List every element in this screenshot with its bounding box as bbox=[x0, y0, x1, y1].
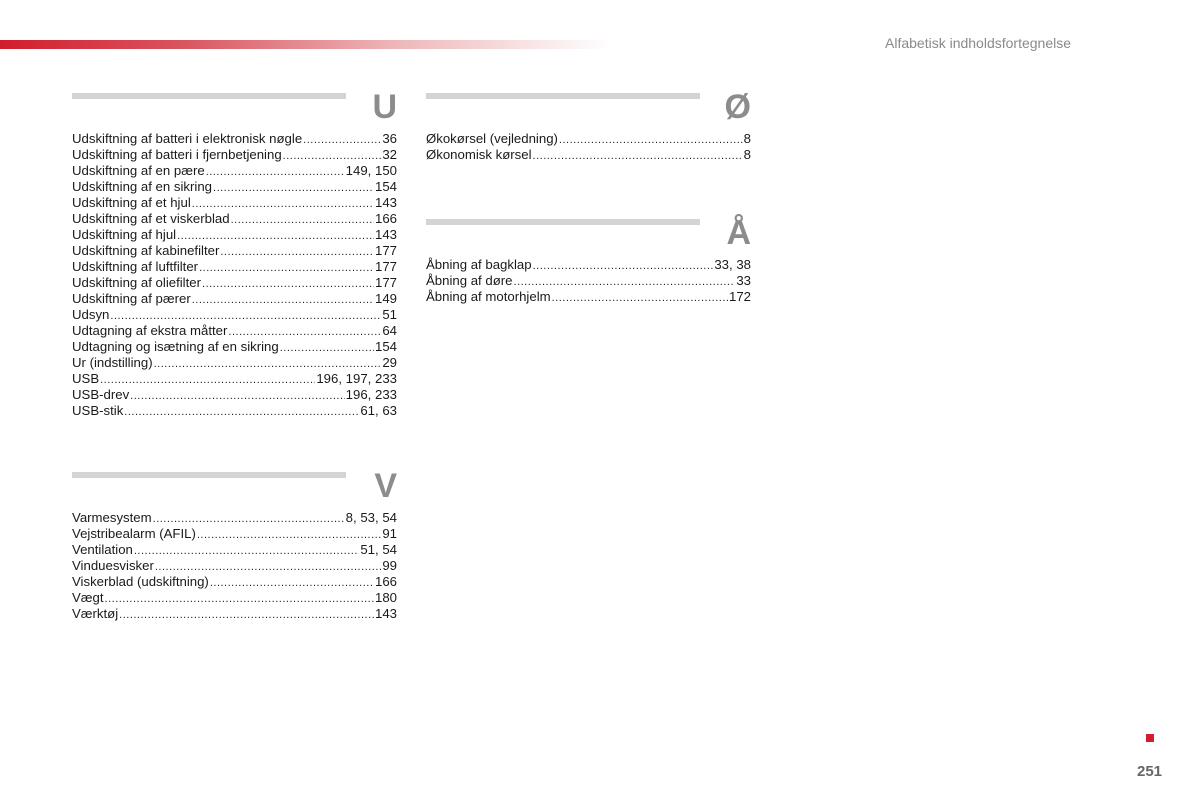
entry-term: Økonomisk kørsel bbox=[426, 147, 532, 162]
index-entry bbox=[72, 307, 397, 323]
dot-leader bbox=[153, 511, 345, 527]
entry-pages: 172 bbox=[728, 289, 751, 304]
entry-term: Varmesystem bbox=[72, 510, 152, 525]
dot-leader bbox=[130, 388, 344, 404]
entry-pages: 177 bbox=[374, 275, 397, 290]
dot-leader bbox=[154, 356, 382, 372]
dot-leader bbox=[105, 591, 374, 607]
dot-leader bbox=[210, 575, 374, 591]
dot-leader bbox=[199, 260, 374, 276]
entry-pages: 143 bbox=[374, 606, 397, 621]
entry-term: Udskiftning af hjul bbox=[72, 227, 177, 242]
dot-leader bbox=[220, 244, 374, 260]
entry-term: USB-stik bbox=[72, 403, 124, 418]
index-entry bbox=[72, 371, 397, 387]
entry-pages: 36 bbox=[382, 131, 397, 146]
dot-leader bbox=[192, 292, 374, 308]
index-entry bbox=[72, 606, 397, 622]
index-entry bbox=[72, 355, 397, 371]
entry-pages: 180 bbox=[374, 590, 397, 605]
section-letter: V bbox=[374, 467, 397, 505]
entry-pages: 8 bbox=[743, 131, 751, 146]
entry-pages: 33 bbox=[736, 273, 751, 288]
index-entry bbox=[72, 179, 397, 195]
index-entry bbox=[72, 510, 397, 526]
entry-term: Ventilation bbox=[72, 542, 133, 557]
dot-leader bbox=[283, 148, 382, 164]
entry-pages: 154 bbox=[374, 339, 397, 354]
entry-term: Udskiftning af et viskerblad bbox=[72, 211, 230, 226]
entry-pages: 177 bbox=[374, 259, 397, 274]
entry-pages: 149 bbox=[374, 291, 397, 306]
dot-leader bbox=[119, 607, 374, 623]
dot-leader bbox=[231, 212, 374, 228]
entry-term: USB bbox=[72, 371, 100, 386]
index-entry bbox=[72, 526, 397, 542]
index-entry bbox=[72, 542, 397, 558]
dot-leader bbox=[280, 340, 374, 356]
entry-pages: 177 bbox=[374, 243, 397, 258]
index-entry bbox=[72, 387, 397, 403]
index-entry bbox=[426, 273, 751, 289]
entry-term: Udtagning og isætning af en sikring bbox=[72, 339, 279, 354]
index-section-aa bbox=[426, 214, 751, 304]
entry-pages: 166 bbox=[374, 211, 397, 226]
index-entry bbox=[72, 323, 397, 339]
dot-leader bbox=[202, 276, 374, 292]
entry-term: Udskiftning af batteri i elektronisk nøgle bbox=[72, 131, 303, 146]
entry-term: Udskiftning af en pære bbox=[72, 163, 205, 178]
entry-list bbox=[426, 131, 751, 163]
index-entry bbox=[72, 147, 397, 163]
dot-leader bbox=[124, 404, 359, 420]
entry-term: Viskerblad (udskiftning) bbox=[72, 574, 209, 589]
dot-leader bbox=[559, 132, 743, 148]
entry-term: Udsyn bbox=[72, 307, 110, 322]
index-entry bbox=[72, 195, 397, 211]
section-letter: U bbox=[372, 88, 397, 126]
page-header-title: Alfabetisk indholdsfortegnelse bbox=[885, 35, 1072, 51]
entry-pages: 99 bbox=[382, 558, 397, 573]
entry-pages: 8, 53, 54 bbox=[345, 510, 397, 525]
dot-leader bbox=[533, 258, 714, 274]
entry-term: Udskiftning af pærer bbox=[72, 291, 191, 306]
entry-term: Vejstribealarm (AFIL) bbox=[72, 526, 196, 541]
entry-term: Åbning af bagklap bbox=[426, 257, 532, 272]
entry-term: Åbning af motorhjelm bbox=[426, 289, 551, 304]
entry-term: Vinduesvisker bbox=[72, 558, 154, 573]
index-entry bbox=[72, 227, 397, 243]
dot-leader bbox=[100, 372, 315, 388]
index-entry bbox=[72, 291, 397, 307]
index-entry bbox=[72, 211, 397, 227]
index-entry bbox=[426, 131, 751, 147]
entry-term: Udskiftning af batteri i fjernbetjening bbox=[72, 147, 282, 162]
entry-list bbox=[72, 510, 397, 622]
entry-pages: 149, 150 bbox=[345, 163, 397, 178]
index-entry bbox=[72, 403, 397, 419]
entry-term: Udskiftning af et hjul bbox=[72, 195, 191, 210]
entry-term: Udskiftning af kabinefilter bbox=[72, 243, 220, 258]
entry-pages: 33, 38 bbox=[714, 257, 751, 272]
entry-term: Udskiftning af oliefilter bbox=[72, 275, 202, 290]
entry-term: Åbning af døre bbox=[426, 273, 513, 288]
entry-pages: 32 bbox=[382, 147, 397, 162]
dot-leader bbox=[192, 196, 374, 212]
entry-pages: 29 bbox=[382, 355, 397, 370]
entry-pages: 91 bbox=[382, 526, 397, 541]
entry-pages: 51, 54 bbox=[360, 542, 397, 557]
entry-term: Ur (indstilling) bbox=[72, 355, 153, 370]
entry-term: Udskiftning af luftfilter bbox=[72, 259, 199, 274]
dot-leader bbox=[213, 180, 374, 196]
entry-pages: 64 bbox=[382, 323, 397, 338]
header-accent-bar bbox=[0, 40, 610, 49]
dot-leader bbox=[206, 164, 345, 180]
section-letter: Ø bbox=[724, 88, 751, 126]
index-entry bbox=[426, 257, 751, 273]
entry-pages: 196, 233 bbox=[345, 387, 397, 402]
dot-leader bbox=[134, 543, 359, 559]
entry-list bbox=[426, 257, 751, 305]
dot-leader bbox=[110, 308, 381, 324]
entry-term: Udtagning af ekstra måtter bbox=[72, 323, 228, 338]
entry-pages: 154 bbox=[374, 179, 397, 194]
entry-term: Udskiftning af en sikring bbox=[72, 179, 213, 194]
index-entry bbox=[72, 259, 397, 275]
entry-term: Økokørsel (vejledning) bbox=[426, 131, 558, 146]
entry-term: Vægt bbox=[72, 590, 104, 605]
entry-pages: 166 bbox=[374, 574, 397, 589]
dot-leader bbox=[228, 324, 381, 340]
index-entry bbox=[426, 289, 751, 305]
dot-leader bbox=[533, 148, 743, 164]
index-entry bbox=[72, 163, 397, 179]
entry-list bbox=[72, 131, 397, 419]
dot-leader bbox=[197, 527, 381, 543]
section-letter: Å bbox=[726, 214, 751, 252]
dot-leader bbox=[303, 132, 381, 148]
dot-leader bbox=[514, 274, 736, 290]
entry-pages: 143 bbox=[374, 195, 397, 210]
page-number: 251 bbox=[1137, 763, 1163, 780]
dot-leader bbox=[177, 228, 374, 244]
page-corner-marker bbox=[1146, 734, 1154, 742]
index-section-oe bbox=[426, 88, 751, 162]
section-rule bbox=[72, 472, 346, 478]
entry-pages: 8 bbox=[743, 147, 751, 162]
section-rule bbox=[426, 93, 700, 99]
entry-pages: 143 bbox=[374, 227, 397, 242]
index-entry bbox=[72, 131, 397, 147]
index-entry bbox=[426, 147, 751, 163]
entry-term: Værktøj bbox=[72, 606, 119, 621]
entry-pages: 51 bbox=[382, 307, 397, 322]
index-entry bbox=[72, 590, 397, 606]
index-section-u bbox=[72, 88, 397, 418]
index-entry bbox=[72, 275, 397, 291]
entry-pages: 61, 63 bbox=[360, 403, 397, 418]
section-rule bbox=[72, 93, 346, 99]
index-section-v bbox=[72, 467, 397, 621]
index-entry bbox=[72, 339, 397, 355]
dot-leader bbox=[552, 290, 728, 306]
index-entry bbox=[72, 574, 397, 590]
index-entry bbox=[72, 243, 397, 259]
entry-term: USB-drev bbox=[72, 387, 130, 402]
dot-leader bbox=[155, 559, 381, 575]
entry-pages: 196, 197, 233 bbox=[316, 371, 397, 386]
section-rule bbox=[426, 219, 700, 225]
index-entry bbox=[72, 558, 397, 574]
